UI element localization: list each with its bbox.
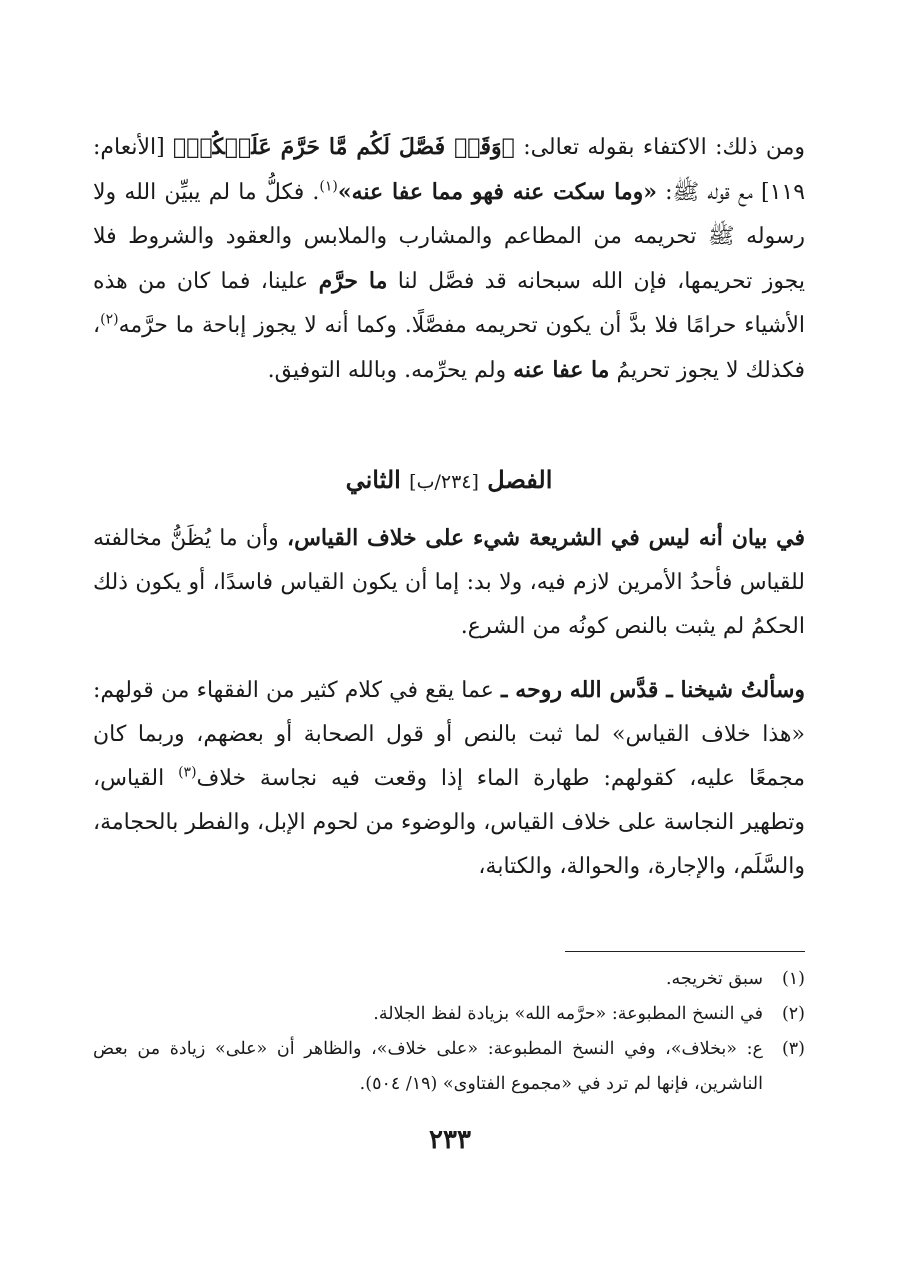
manuscript-page-ref: [٢٣٤/ب] — [409, 471, 479, 493]
verse-reference: [الأنعام: ١١٩] مع قوله ﷺ: — [93, 135, 806, 205]
footnote-text: ع: «بخلاف»، وفي النسخ المطبوعة: «على خلاف»، والظاهر أن «على» زيادة من بعض الناشرين، فإنها لم ترد في «مجموع الفتاوى» (١٩/ ٥٠٤). — [93, 1039, 763, 1094]
paragraph-1-body-c: ، فكذلك لا يجوز تحريمُ — [93, 313, 805, 383]
paragraph-3 — [93, 668, 805, 889]
paragraph-1-body-b: علينا، فما كان من هذه الأشياء حرامًا فلا بدَّ أن يكون تحريمه مفصَّلًا. وكما أنه لا يجوز إباحة ما حرَّمه — [93, 269, 805, 338]
bold-phrase-2: ما عفا عنه — [513, 357, 610, 383]
hadith-quote: «وما سكت عنه فهو مما عفا عنه» — [337, 179, 657, 205]
footnote-number: (١) — [781, 969, 805, 989]
footnote-marker-2[interactable]: (٢) — [100, 311, 119, 328]
quran-verse: ﴿وَقَدۡ فَصَّلَ لَكُم مَّا حَرَّمَ عَلَيۡكُمۡ﴾ — [173, 134, 515, 160]
footnote-marker-3[interactable]: (٣) — [178, 764, 197, 781]
footnote-item — [93, 1032, 805, 1102]
section-heading-after: الثاني — [345, 465, 401, 494]
bold-phrase-1: ما حرَّم — [318, 268, 388, 294]
paragraph-3-bold-intro: وسألتُ شيخنا ـ قدَّس الله روحه ـ — [501, 677, 806, 703]
paragraph-2 — [93, 516, 805, 649]
paragraph-2-bold-intro: في بيان أنه ليس في الشريعة شيء على خلاف القياس، — [286, 525, 806, 551]
footnote-text: في النسخ المطبوعة: «حرَّمه الله» بزيادة لفظ الجلالة. — [373, 1004, 763, 1024]
page-number: ٢٣٣ — [429, 1125, 471, 1155]
footnote-separator — [565, 951, 805, 952]
footnote-number: (٣) — [781, 1039, 805, 1059]
footnote-marker-1[interactable]: (١) — [319, 178, 338, 195]
paragraph-3-body-b: القياس، وتطهير النجاسة على خلاف القياس، والوضوء من لحوم الإبل، والفطر بالحجامة، والسَّلَم، والإجارة، والحوالة، والكتابة، — [93, 766, 805, 879]
paragraph-1-intro: ومن ذلك: الاكتفاء بقوله تعالى: — [523, 135, 806, 160]
section-heading — [93, 458, 805, 504]
footnote-item — [93, 962, 805, 997]
footnotes — [93, 962, 805, 1102]
paragraph-3-body-a: عما يقع في كلام كثير من الفقهاء من قولهم: «هذا خلاف القياس» لما ثبت بالنص أو قول الصحابة أو بعضهم، وربما كان مجمعًا عليه، كقولهم: طهارة الماء إذا وقعت فيه نجاسة خلاف — [93, 678, 805, 791]
paragraph-1-body-a: . فكلُّ ما لم يبيِّن الله ولا رسوله ﷺ تحريمه من المطاعم والمشارب والملابس والعقود والشروط فلا يجوز تحريمها، فإن الله سبحانه قد فصَّل لنا — [93, 180, 806, 294]
paragraph-1 — [93, 125, 805, 393]
section-heading-before: الفصل — [487, 465, 553, 494]
footnote-number: (٢) — [781, 1004, 805, 1024]
footnote-text: سبق تخريجه. — [665, 969, 763, 989]
paragraph-1-body-d: ولم يحرِّمه. وبالله التوفيق. — [267, 358, 507, 383]
paragraph-2-body: وأن ما يُظَنُّ مخالفته للقياس فأحدُ الأمرين لازم فيه، ولا بد: إما أن يكون القياس فاسدًا، أو يكون ذلك الحكمُ لم يثبت بالنص كونُه من الشرع. — [93, 526, 806, 639]
footnote-item — [93, 997, 805, 1032]
